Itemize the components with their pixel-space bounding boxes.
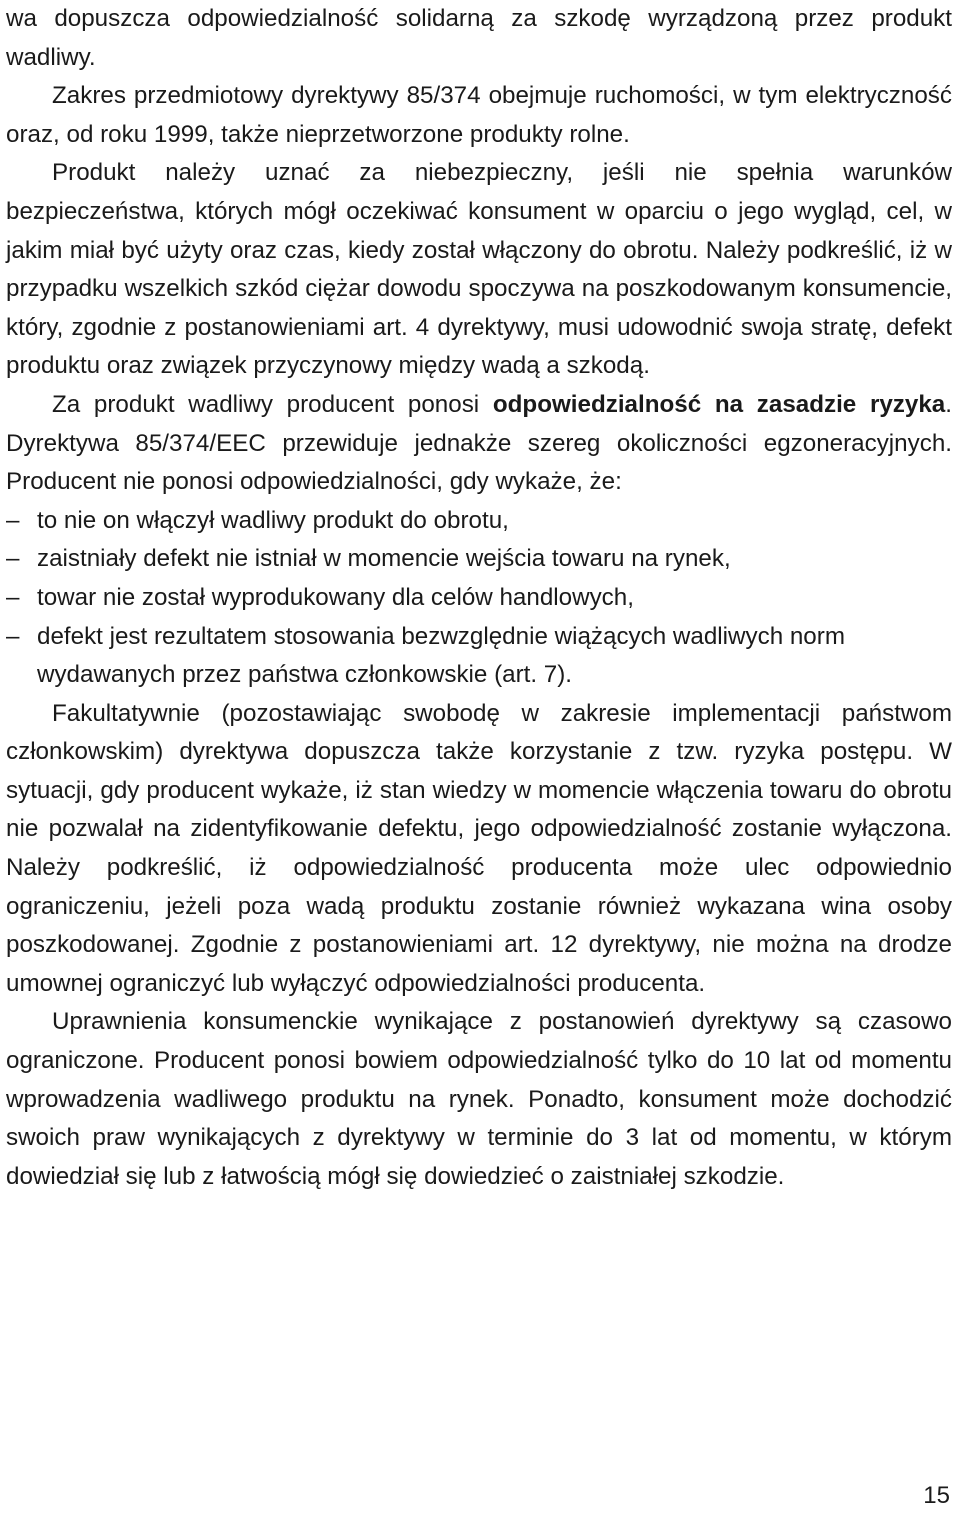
dash-bullet: – [6, 583, 20, 611]
dash-bullet: – [6, 622, 20, 650]
exoneration-list [6, 502, 952, 695]
list-item [6, 540, 952, 579]
list-item-text: defekt jest rezultatem stosowania bezwzględnie wiążących wadliwych norm wydawanych przez państwa członkowskie (art. 7). [37, 622, 845, 689]
paragraph-scope: Zakres przedmiotowy dyrektywy 85/374 obejmuje ruchomości, w tym elektryczność oraz, od roku 1999, także nieprzetworzone produkty rolne. [6, 82, 952, 148]
list-item-text: to nie on włączył wadliwy produkt do obrotu, [37, 506, 509, 534]
liability-bold-term: odpowiedzialność na zasadzie ryzyka [492, 390, 946, 418]
paragraph-time-limits: Uprawnienia konsumenckie wynikające z postanowień dyrektywy są czasowo ograniczone. Producent ponosi bowiem odpowiedzialność tylko do 10 lat od momentu wprowadzenia wadliwego produktu na rynek. Ponadto, konsument może dochodzić swoich praw wynikających z dyrektywy w terminie do 3 lat od momentu, w którym dowiedział się lub z łatwością mógł się dowiedzieć o zaistniałej szkodzie. [6, 1008, 952, 1190]
dash-bullet: – [6, 506, 20, 534]
list-item-text: zaistniały defekt nie istniał w momencie wejścia towaru na rynek, [37, 545, 731, 573]
paragraph-liability [6, 386, 952, 502]
paragraph-development-risk: Fakultatywnie (pozostawiając swobodę w zakresie implementacji państwom członkowskim) dyrektywa dopuszcza także korzystanie z tzw. ryzyka postępu. W sytuacji, gdy producent wykaże, iż stan wiedzy w momencie włączenia towaru do obrotu nie pozwalał na zidentyfikowanie defektu, jego odpowiedzialność zostanie wyłączona. Należy podkreślić, iż odpowiedzialność producenta może ulec odpowiednio ograniczeniu, jeżeli poza wadą produktu zostanie również wykazana wina osoby poszkodowanej. Zgodnie z postanowieniami art. 12 dyrektywy, nie można na drodze umownej ograniczyć lub wyłączyć odpowiedzialności producenta. [6, 699, 952, 997]
list-item [6, 502, 952, 541]
list-item-text: towar nie został wyprodukowany dla celów handlowych, [37, 583, 634, 611]
list-item [6, 579, 952, 618]
document-page [6, 0, 952, 1196]
page-number: 15 [923, 1482, 950, 1509]
paragraph-dangerous-product: Produkt należy uznać za niebezpieczny, jeśli nie spełnia warunków bezpieczeństwa, których mógł oczekiwać konsument w oparciu o jego wygląd, cel, w jakim miał być użyty oraz czas, kiedy został włączony do obrotu. Należy podkreślić, iż w przypadku wszelkich szkód ciężar dowodu spoczywa na poszkodowanym konsumencie, który, zgodnie z postanowieniami art. 4 dyrektywy, musi udowodnić swoja stratę, defekt produktu oraz związek przyczynowy między wadą a szkodą. [6, 159, 952, 380]
dash-bullet: – [6, 545, 20, 573]
liability-text-before: Za produkt wadliwy producent ponosi [52, 390, 493, 418]
list-item [6, 618, 952, 695]
liability-text-after: . Dyrektywa 85/374/EEC przewiduje jednakże szereg okoliczności egzoneracyjnych. Producent nie ponosi odpowiedzialności, gdy wykaże, że: [6, 390, 952, 496]
paragraph-continuation: wa dopuszcza odpowiedzialność solidarną za szkodę wyrządzoną przez produkt wadliwy. [6, 5, 952, 71]
